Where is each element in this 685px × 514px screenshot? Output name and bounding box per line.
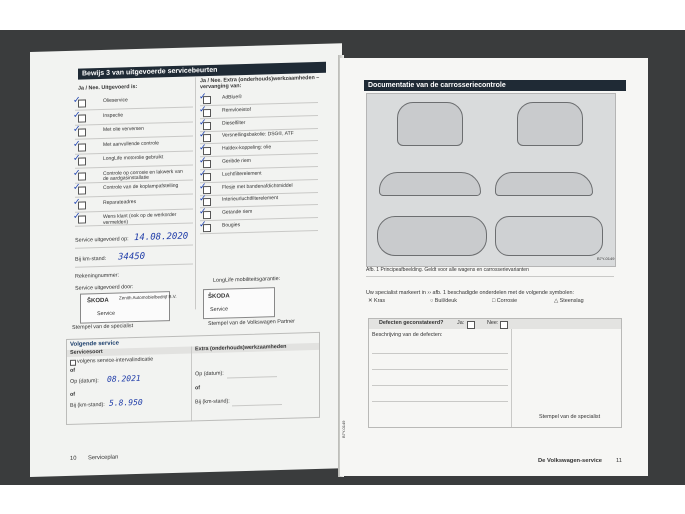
next-service-box [66,332,320,425]
right-item-label: Geribde riem [222,157,251,165]
yes-checkbox[interactable] [467,321,475,329]
row-divider [75,222,193,226]
check-mark-icon: ✓ [199,207,207,218]
figure-code: B7Y-0149 [597,256,615,261]
check-mark-icon: ✓ [73,124,81,135]
right-page-title: Documentatie van de carrosseriecontrole [364,80,626,91]
check-mark-icon: ✓ [73,139,81,150]
check-mark-icon: ✓ [73,110,81,121]
right-km-label: Bij (km-stand): [195,398,230,406]
defects-box [368,318,622,428]
longlife-label: LongLife mobiliteitsgarantie: [213,276,281,284]
symbol-legend-item: □ Corrosie [492,298,518,304]
right-item-label: AdBlue® [222,94,242,101]
right-footer-section: De Volkswagen-service [538,458,603,464]
col-left-header: Ja / Nee. Uitgevoerd is: [78,84,138,92]
right-item-label: Interieurluchtfilterelement [222,195,279,204]
row-divider [75,106,193,110]
car-side-sedan-right [495,172,593,196]
right-item-label: Luchtfilterelement [222,170,262,178]
left-page-title: Bewijs 3 van uitgevoerde servicebeurten [78,62,326,80]
check-mark-icon: ✓ [73,95,81,106]
next-col2-header: Extra (onderhouds)werkzaamheden [195,343,287,353]
right-page-number: 11 [616,458,623,464]
service-date-value: 14.08.2020 [134,231,189,244]
car-rear-view [397,102,463,146]
symbol-legend-item: △ Steenslag [554,298,584,304]
car-body-diagram [366,93,616,267]
check-mark-icon: ✓ [199,92,207,103]
row-divider [200,115,318,119]
next-date-label: Op (datum): [70,378,99,385]
marking-instruction: Uw specialist markeert in ›› afb. 1 beschadigde onderdelen met de volgende symbolen: [366,290,574,296]
interval-checkbox[interactable] [70,360,76,366]
service-date-label: Service uitgevoerd op: [75,236,129,244]
check-mark-icon: ✓ [73,211,81,222]
description-line [372,353,508,354]
stamp-service-label: Service [210,306,228,313]
check-mark-icon: ✓ [73,182,81,193]
description-line [372,385,508,386]
left-item-label: LongLife motorolie gebruikt [103,154,164,162]
left-item-label: Wens klant (ook op de werkorder vermelden) [103,211,177,226]
km-line [232,404,282,406]
left-footer-section: Serviceplan [88,454,119,462]
col-right-header: Ja / Nee. Extra (onderhouds)werkzaamheden – vervanging van: [200,74,320,91]
executed-by-label: Service uitgevoerd door: [75,284,134,292]
description-line [372,401,508,402]
defects-label: Defecten geconstateerd? [379,320,444,326]
sign-partner-label: Stempel van de Volkswagen Partner [208,318,295,328]
check-mark-icon: ✓ [199,156,207,167]
stamp-service-label: Service [97,310,115,318]
right-item-label: Bougies [222,222,241,229]
car-front-view [517,102,583,146]
side-code: B7Y-0149 [341,420,346,438]
or-label: of [195,385,201,392]
row-divider [200,217,318,221]
right-item-label: Versnellingsbakolie: DSG®, ATF [222,131,294,140]
left-item-label: Controle op corrosie en lakwerk van de aardgasinstallatie [103,168,183,182]
check-mark-icon: ✓ [73,168,81,179]
check-mark-icon: ✓ [199,220,207,231]
stamp-brand: ŠKODA [87,297,109,305]
left-item-label: Met aanvullende controle [103,139,159,148]
km-value: 34450 [118,251,146,263]
divider [366,276,614,277]
interval-option: volgens service-intervalindicatie [77,356,154,365]
no-label: Nee: [487,320,499,326]
row-divider [75,121,193,125]
right-item-label: Dieselfilter [222,119,246,127]
next-date-value: 08.2021 [107,373,141,384]
description-label: Beschrijving van de defecten: [372,332,443,338]
stamp-label: Stempel van de specialist [539,414,601,420]
stamp-dealer-name: Zenith Automobielbedrijf B.V. [119,293,177,301]
right-item-label: Flesje met bandenafdichtmiddel [222,182,293,191]
figure-caption: Afb. 1 Principeafbeelding. Geldt voor alle wagens en carrosserievarianten [366,267,529,273]
symbol-legend-item: ○ Buil/deuk [430,298,457,304]
left-item-label: Inspectie [103,111,124,119]
left-item-label: Reparateadres [103,198,137,206]
car-top-view [377,216,487,256]
row-divider [200,230,318,234]
column-divider [511,329,512,427]
check-mark-icon: ✓ [199,168,207,180]
yes-label: Ja: [457,320,465,326]
divider [75,244,193,248]
left-item-label: Met olie verversen [103,125,144,133]
stamp-brand: ŠKODA [208,293,230,301]
row-divider [200,102,318,106]
column-divider [191,346,192,420]
right-page [340,58,648,476]
sign-specialist-label: Stempel van de specialist [72,323,134,331]
column-divider [195,77,196,309]
check-mark-icon: ✓ [199,104,207,116]
row-divider [200,204,318,208]
next-service-title: Volgende service [70,340,119,348]
date-line [227,376,277,378]
car-underbody-view [495,216,603,256]
or-label: of [70,367,76,374]
no-checkbox[interactable] [500,321,508,329]
right-item-label: Remvloeistof [222,106,251,114]
left-page-number: 10 [70,455,77,462]
right-item-label: Getande riem [222,208,253,216]
right-item-label: Haldex-koppeling: olie [222,144,272,152]
row-divider [75,150,193,154]
row-divider [75,193,193,197]
check-mark-icon: ✓ [199,117,207,128]
or-label: of [70,391,76,398]
left-item-label: Controle van de koplampafstelling [103,182,179,191]
right-date-label: Op (datum): [195,370,224,378]
next-km-value: 5.8.950 [109,397,143,408]
divider [75,263,193,267]
row-divider [200,179,318,183]
left-page [30,43,342,477]
description-line [372,369,508,370]
row-divider [200,153,318,157]
row-divider [75,135,193,139]
dealer-stamp-2 [203,287,275,319]
check-mark-icon: ✓ [199,143,207,154]
car-side-sedan-left [379,172,481,196]
check-mark-icon: ✓ [73,197,81,208]
dealer-stamp-1 [80,291,177,324]
left-item-label: Olieservice [103,97,128,104]
symbol-legend-item: ✕ Kras [368,298,386,304]
invoice-label: Rekeningnummer: [75,272,120,280]
check-mark-icon: ✓ [199,181,207,192]
km-label: Bij km-stand: [75,255,107,263]
next-col1-header: Servicesoort [70,348,103,356]
check-mark-icon: ✓ [199,130,207,141]
next-km-label: Bij (km-stand): [70,401,105,409]
check-mark-icon: ✓ [73,153,81,164]
check-mark-icon: ✓ [199,194,207,205]
